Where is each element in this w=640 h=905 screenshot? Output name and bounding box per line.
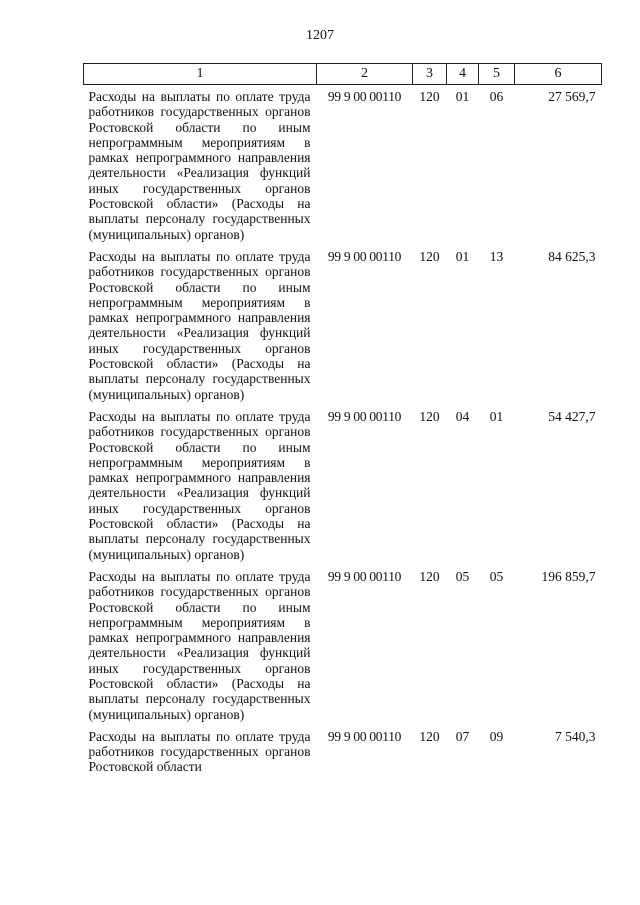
section-code: 01: [455, 248, 470, 264]
table-row: [84, 85, 602, 245]
table-row: [84, 565, 602, 725]
target-article-code: 99 9 00 00110: [327, 408, 402, 424]
expense-type-code: 120: [419, 568, 440, 584]
section-code: 05: [455, 568, 470, 584]
section-code: 01: [455, 89, 470, 104]
expense-type-code: 120: [419, 89, 440, 104]
amount: 54 427,7: [548, 408, 596, 424]
page-number: 1207: [306, 28, 334, 43]
header-row: [84, 64, 602, 85]
table-body: [84, 85, 602, 778]
subsection-code: 05: [489, 568, 504, 584]
budget-table: [83, 63, 602, 778]
amount: 7 540,3: [555, 728, 596, 744]
subsection-code: 09: [489, 728, 504, 744]
section-code: 04: [455, 408, 470, 424]
expense-description: Расходы на выплаты по оплате труда работников государственных органов Ростовской области по иным непрограммным мероприятиям в рамках непрограммного направления деятельности «Реализация функций иных государственных органов Ростовской области» (Расходы на выплаты персоналу государственных (муниципальных) органов): [88, 248, 311, 402]
expense-type-code: 120: [419, 248, 440, 264]
subsection-code: 13: [489, 248, 504, 264]
expense-description: Расходы на выплаты по оплате труда работников государственных органов Ростовской области по иным непрограммным мероприятиям в рамках непрограммного направления деятельности «Реализация функций иных государственных органов Ростовской области» (Расходы на выплаты персоналу государственных (муниципальных) органов): [88, 408, 311, 562]
expense-type-code: 120: [419, 728, 440, 744]
table-row: [84, 245, 602, 405]
column-header-6: 6: [515, 64, 602, 85]
target-article-code: 99 9 00 00110: [327, 568, 402, 584]
expense-type-code: 120: [419, 408, 440, 424]
subsection-code: 01: [489, 408, 504, 424]
table-header: [84, 64, 602, 85]
amount: 84 625,3: [548, 248, 596, 264]
subsection-code: 06: [489, 89, 504, 104]
expense-description: Расходы на выплаты по оплате труда работников государственных органов Ростовской области: [88, 728, 311, 775]
section-code: 07: [455, 728, 470, 744]
column-header-4: 4: [447, 64, 479, 85]
expense-description: Расходы на выплаты по оплате труда работников государственных органов Ростовской области по иным непрограммным мероприятиям в рамках непрограммного направления деятельности «Реализация функций иных государственных органов Ростовской области» (Расходы на выплаты персоналу государственных (муниципальных) органов): [88, 89, 311, 242]
target-article-code: 99 9 00 00110: [327, 728, 402, 744]
column-header-2: 2: [317, 64, 413, 85]
target-article-code: 99 9 00 00110: [327, 248, 402, 264]
column-header-3: 3: [413, 64, 447, 85]
column-header-5: 5: [479, 64, 515, 85]
target-article-code: 99 9 00 00110: [327, 89, 402, 104]
expense-description: Расходы на выплаты по оплате труда работников государственных органов Ростовской области по иным непрограммным мероприятиям в рамках непрограммного направления деятельности «Реализация функций иных государственных органов Ростовской области» (Расходы на выплаты персоналу государственных (муниципальных) органов): [88, 568, 311, 722]
table-row: [84, 405, 602, 565]
amount: 27 569,7: [548, 89, 596, 104]
amount: 196 859,7: [541, 568, 596, 584]
column-header-1: 1: [84, 64, 317, 85]
table-row: [84, 725, 602, 778]
